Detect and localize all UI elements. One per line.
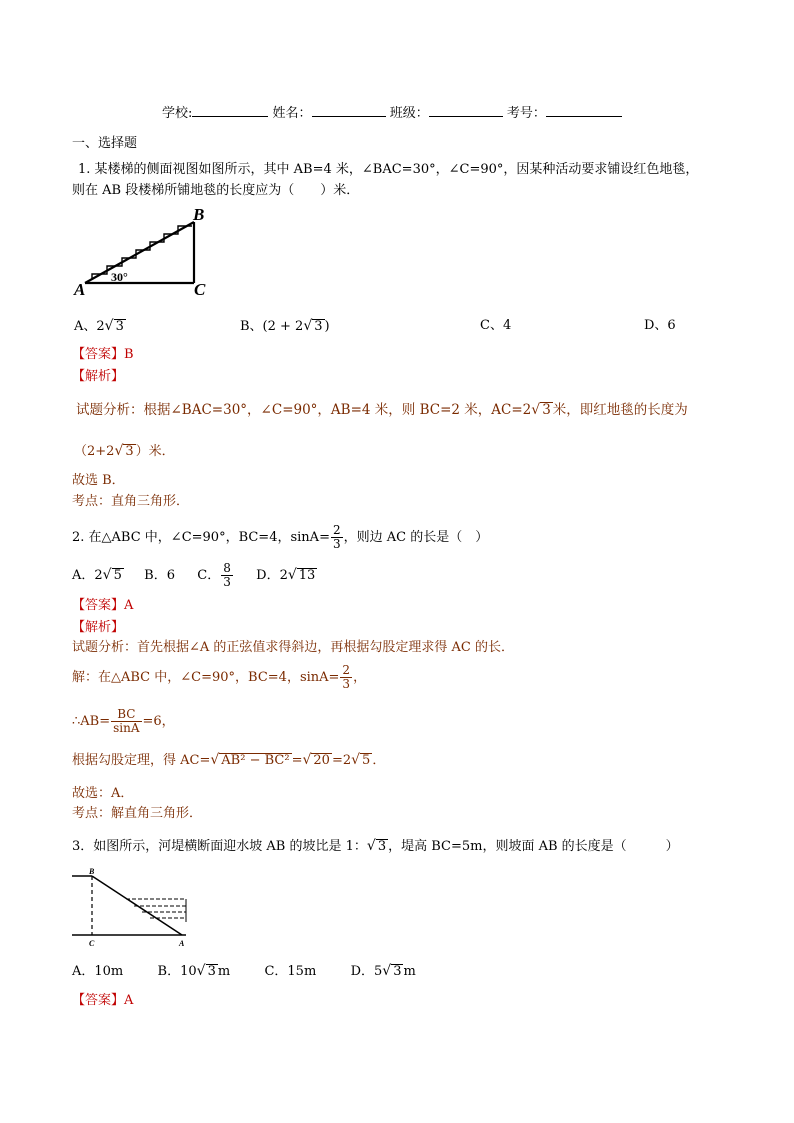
q2-solution-line2: ∴AB= $\frac{BC}{\sin A}$ =6， xyxy=(72,707,175,735)
class-field[interactable] xyxy=(429,104,503,117)
q1-angle-label: 30° xyxy=(111,270,128,284)
q1-answer: 【答案】B xyxy=(72,347,134,362)
section-title: 一、选择题 xyxy=(72,136,138,151)
q1-analysis-line2: （2+2√ 3 ）米． xyxy=(74,443,175,459)
q1-stem-line1: 1. 某楼梯的侧面视图如图所示，其中 AB=4 米，∠BAC=30°，∠C=90°，因某种活动要求铺设红色地毯， xyxy=(78,162,699,177)
q2-answer: 【答案】A xyxy=(72,598,134,613)
q2-point: 考点：解直角三角形． xyxy=(72,806,203,821)
q1-option-a[interactable]: A、2√ 3 xyxy=(74,318,124,334)
q2-solution-line3: 根据勾股定理，得 AC=√ AB² − BC² =√ 20 =2√ 5 ． xyxy=(72,752,386,768)
q3-option-c[interactable]: C．15m xyxy=(264,964,317,979)
q2-analysis: 试题分析：首先根据∠A 的正弦值求得斜边，再根据勾股定理求得 AC 的长． xyxy=(72,640,515,655)
q1-label-b: B xyxy=(193,205,205,224)
q2-stem: 2. 在△ABC 中，∠C=90°，BC=4，sinA= $\frac{2}{3}$ ，则边 AC 的长是（ ） xyxy=(72,523,489,551)
q2-option-b[interactable]: B．6 xyxy=(144,568,175,583)
q3-label-a: A xyxy=(179,939,185,948)
q1-label-a: A xyxy=(74,280,86,299)
q3-options xyxy=(72,963,416,980)
exam-no-label: 考号： xyxy=(506,106,546,121)
q3-option-a[interactable]: A．10m xyxy=(72,964,124,979)
q3-answer: 【答案】A xyxy=(72,993,134,1008)
q2-option-a[interactable]: A．2√ 5 xyxy=(72,567,122,583)
q1-option-b[interactable]: B、(2 + 2√ 3 ) xyxy=(240,318,330,334)
school-field[interactable] xyxy=(192,104,268,117)
q1-option-c[interactable]: C、4 xyxy=(480,318,512,333)
q3-option-d[interactable]: D．5√ 3 m xyxy=(350,963,416,979)
q1-conclusion: 故选 B． xyxy=(72,473,125,488)
q2-stem-fraction: $\frac{2}{3}$ xyxy=(332,523,341,551)
q2-solution-line1: 解：在△ABC 中，∠C=90°，BC=4，sinA= $\frac{2}{3}$ ， xyxy=(72,663,367,691)
q3-label-c: C xyxy=(89,939,95,948)
name-label: 姓名： xyxy=(272,106,312,121)
q2-option-c[interactable]: C． $\frac{8}{3}$ xyxy=(197,561,231,589)
q1-label-c: C xyxy=(194,280,206,299)
q2-option-d[interactable]: D．2√ 13 xyxy=(256,567,316,583)
exam-no-field[interactable] xyxy=(546,104,622,117)
q1-stem-line2: 则在 AB 段楼梯所铺地毯的长度应为（ ）米． xyxy=(72,183,360,198)
q2-analysis-label: 【解析】 xyxy=(72,620,125,635)
q3-embankment-figure xyxy=(70,866,200,952)
name-field[interactable] xyxy=(312,104,386,117)
q1-option-d[interactable]: D、6 xyxy=(644,318,676,333)
q2-options xyxy=(72,562,317,589)
school-label: 学校: xyxy=(162,106,193,121)
exam-header xyxy=(162,104,622,122)
q3-stem: 3．如图所示，河堤横断面迎水坡 AB 的坡比是 1：√ 3 ，堤高 BC=5m，则坡面 AB 的长度是（ ） xyxy=(72,838,679,854)
q1-analysis-label: 【解析】 xyxy=(72,369,125,384)
class-label: 班级： xyxy=(389,106,429,121)
q3-label-b: B xyxy=(89,867,95,876)
q1-point: 考点：直角三角形． xyxy=(72,494,190,509)
q2-conclusion: 故选：A． xyxy=(72,786,134,801)
q3-option-b[interactable]: B．10√ 3 m xyxy=(157,963,231,979)
q1-stair-figure xyxy=(70,204,220,299)
q1-analysis-line1: 试题分析：根据∠BAC=30°，∠C=90°，AB=4 米，则 BC=2 米，AC=2√ 3 米，即红地毯的长度为 xyxy=(76,402,688,418)
